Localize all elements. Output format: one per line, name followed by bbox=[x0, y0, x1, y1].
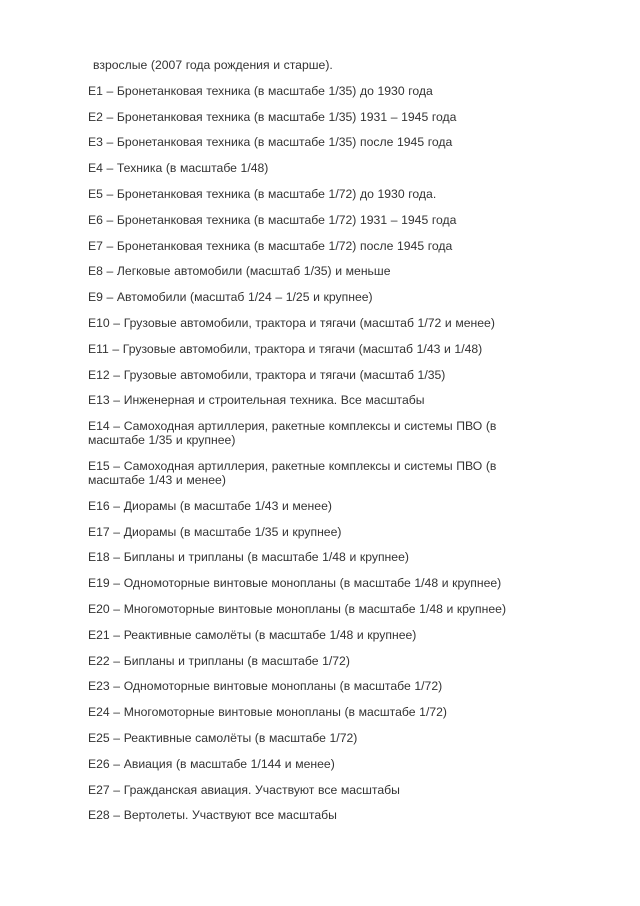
paragraph-intro: взрослые (2007 года рождения и старше). bbox=[93, 58, 333, 72]
paragraph-category-e7: E7 – Бронетанковая техника (в масштабе 1/72) после 1945 года bbox=[88, 238, 453, 253]
paragraph-category-e27: E27 – Гражданская авиация. Участвуют все масштабы bbox=[88, 782, 400, 797]
paragraph-category-e20: E20 – Многомоторные винтовые монопланы (в масштабе 1/48 и крупнее) bbox=[88, 601, 507, 616]
paragraph-category-e10: E10 – Грузовые автомобили, трактора и тягачи (масштаб 1/72 и менее) bbox=[88, 315, 495, 330]
paragraph-category-e22: E22 – Бипланы и трипланы (в масштабе 1/72) bbox=[88, 653, 350, 668]
paragraph-category-e2: E2 – Бронетанковая техника (в масштабе 1/35) 1931 – 1945 года bbox=[88, 109, 457, 124]
paragraph-category-e5: E5 – Бронетанковая техника (в масштабе 1/72) до 1930 года. bbox=[88, 186, 437, 201]
paragraph-category-e18: E18 – Бипланы и трипланы (в масштабе 1/48 и крупнее) bbox=[88, 550, 409, 565]
paragraph-category-e6: E6 – Бронетанковая техника (в масштабе 1/72) 1931 – 1945 года bbox=[88, 212, 457, 227]
paragraph-category-e4: E4 – Техника (в масштабе 1/48) bbox=[88, 161, 269, 176]
paragraph-category-e17: E17 – Диорамы (в масштабе 1/35 и крупнее) bbox=[88, 524, 342, 539]
paragraph-category-e12: E12 – Грузовые автомобили, трактора и тягачи (масштаб 1/35) bbox=[88, 367, 446, 382]
paragraph-category-e26: E26 – Авиация (в масштабе 1/144 и менее) bbox=[88, 756, 335, 771]
paragraph-category-e19: E19 – Одномоторные винтовые монопланы (в масштабе 1/48 и крупнее) bbox=[88, 576, 502, 591]
document-text-column bbox=[88, 58, 528, 822]
paragraph-category-e3: E3 – Бронетанковая техника (в масштабе 1/35) после 1945 года bbox=[88, 135, 453, 150]
paragraph-category-e24: E24 – Многомоторные винтовые монопланы (в масштабе 1/72) bbox=[88, 705, 447, 720]
paragraph-category-e13: E13 – Инженерная и строительная техника. Все масштабы bbox=[88, 393, 425, 408]
paragraph-category-e1: E1 – Бронетанковая техника (в масштабе 1/35) до 1930 года bbox=[88, 83, 433, 98]
paragraph-category-e11: E11 – Грузовые автомобили, трактора и тягачи (масштаб 1/43 и 1/48) bbox=[88, 341, 483, 356]
paragraph-category-e23: E23 – Одномоторные винтовые монопланы (в масштабе 1/72) bbox=[88, 679, 443, 694]
paragraph-category-e16: E16 – Диорамы (в масштабе 1/43 и менее) bbox=[88, 498, 332, 513]
paragraph-category-e9: E9 – Автомобили (масштаб 1/24 – 1/25 и крупнее) bbox=[88, 290, 373, 305]
paragraph-category-e15: E15 – Самоходная артиллерия, ракетные комплексы и системы ПВО (в масштабе 1/43 и менее) bbox=[88, 458, 497, 487]
paragraph-category-e21: E21 – Реактивные самолёты (в масштабе 1/48 и крупнее) bbox=[88, 627, 417, 642]
paragraph-category-e25: E25 – Реактивные самолёты (в масштабе 1/72) bbox=[88, 730, 358, 745]
paragraph-category-e28: E28 – Вертолеты. Участвуют все масштабы bbox=[88, 808, 337, 823]
paragraph-category-e8: E8 – Легковые автомобили (масштаб 1/35) и меньше bbox=[88, 264, 391, 279]
paragraph-category-e14: E14 – Самоходная артиллерия, ракетные комплексы и системы ПВО (в масштабе 1/35 и крупнее) bbox=[88, 419, 497, 448]
